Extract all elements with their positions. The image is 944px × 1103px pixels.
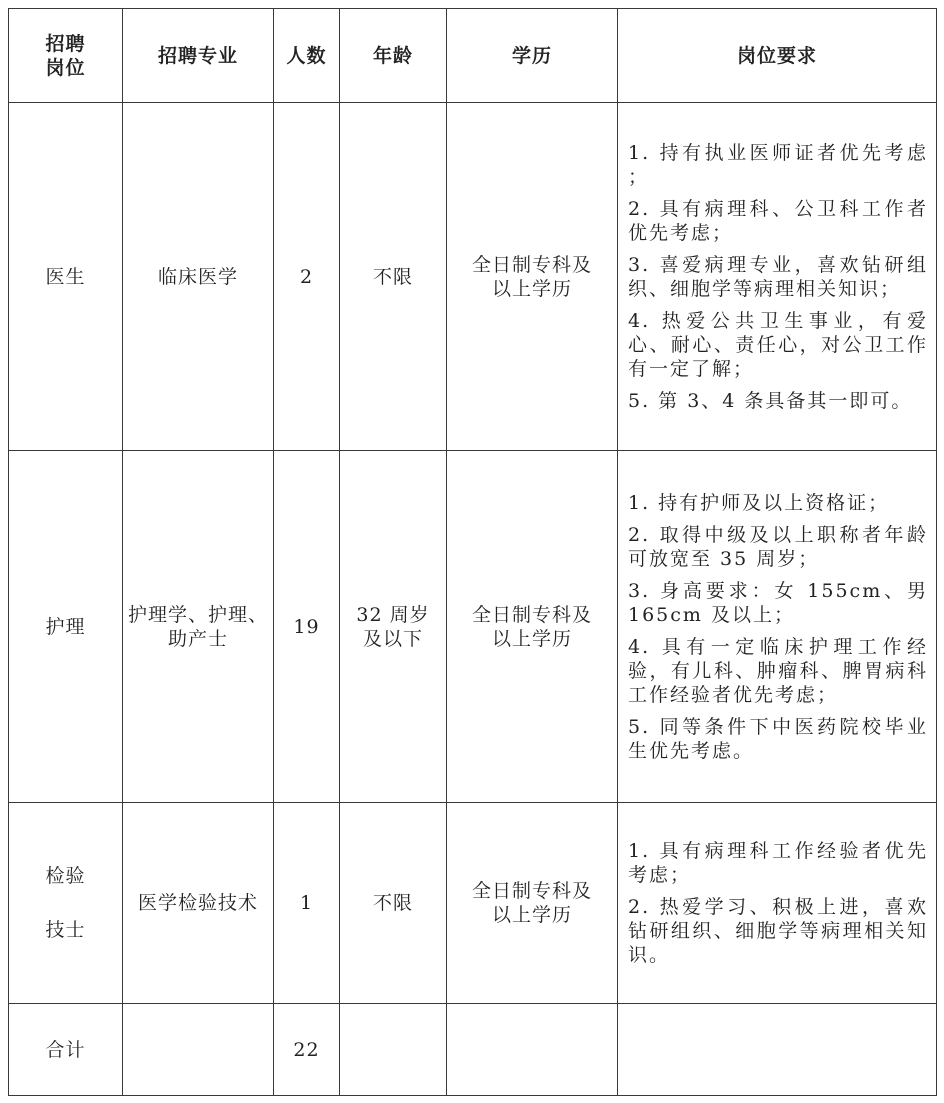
requirement-item: 1. 具有病理科工作经验者优先考虑； <box>628 840 928 886</box>
cell-major: 医学检验技术 <box>123 803 274 1004</box>
header-major: 招聘专业 <box>123 9 274 103</box>
cell-requirements <box>618 103 937 451</box>
cell-empty <box>447 1004 618 1096</box>
cell-major: 护理学、护理、 助产士 <box>123 451 274 803</box>
table-row-lab-technician <box>9 803 937 1004</box>
requirement-item: 4. 具有一定临床护理工作经验，有儿科、肿瘤科、脾胃病科工作经验者优先考虑； <box>628 635 928 706</box>
requirement-item: 2. 具有病理科、公卫科工作者优先考虑； <box>628 197 928 244</box>
cell-age: 32 周岁 及以下 <box>340 451 447 803</box>
cell-requirements <box>618 803 937 1004</box>
cell-empty <box>618 1004 937 1096</box>
requirement-item: 1. 持有执业医师证者优先考虑 ； <box>628 141 928 188</box>
requirement-item: 4. 热爱公共卫生事业，有爱心、耐心、责任心，对公卫工作有一定了解； <box>628 309 928 380</box>
recruitment-table-page <box>8 8 936 1095</box>
header-requirements: 岗位要求 <box>618 9 937 103</box>
cell-major: 临床医学 <box>123 103 274 451</box>
cell-age: 不限 <box>340 803 447 1004</box>
cell-total-label: 合计 <box>9 1004 123 1096</box>
requirement-item: 5. 同等条件下中医药院校毕业生优先考虑。 <box>628 715 928 762</box>
cell-education: 全日制专科及 以上学历 <box>447 103 618 451</box>
header-post: 招聘 岗位 <box>9 9 123 103</box>
requirement-item: 5. 第 3、4 条具备其一即可。 <box>628 389 913 412</box>
requirement-item: 2. 取得中级及以上职称者年龄可放宽至 35 周岁； <box>628 523 928 570</box>
cell-education: 全日制专科及 以上学历 <box>447 803 618 1004</box>
requirement-item: 3. 喜爱病理专业，喜欢钻研组织、细胞学等病理相关知识； <box>628 253 928 300</box>
cell-count: 2 <box>274 103 340 451</box>
table-row-doctor <box>9 103 937 451</box>
table-row-total <box>9 1004 937 1096</box>
cell-post: 医生 <box>9 103 123 451</box>
requirement-item: 3. 身高要求：女 155cm、男 165cm 及以上； <box>628 579 928 626</box>
table-header-row <box>9 9 937 103</box>
cell-count: 19 <box>274 451 340 803</box>
header-count: 人数 <box>274 9 340 103</box>
requirement-item: 1. 持有护师及以上资格证； <box>628 491 890 514</box>
cell-post: 护理 <box>9 451 123 803</box>
cell-post: 检验 技士 <box>9 803 123 1004</box>
cell-age: 不限 <box>340 103 447 451</box>
header-age: 年龄 <box>340 9 447 103</box>
cell-count: 1 <box>274 803 340 1004</box>
cell-empty <box>340 1004 447 1096</box>
cell-requirements <box>618 451 937 803</box>
cell-empty <box>123 1004 274 1096</box>
recruitment-table <box>8 8 937 1096</box>
table-row-nursing <box>9 451 937 803</box>
cell-education: 全日制专科及 以上学历 <box>447 451 618 803</box>
requirement-item: 2. 热爱学习、积极上进，喜欢钻研组织、细胞学等病理相关知识。 <box>628 896 928 966</box>
header-education: 学历 <box>447 9 618 103</box>
cell-total-count: 22 <box>274 1004 340 1096</box>
